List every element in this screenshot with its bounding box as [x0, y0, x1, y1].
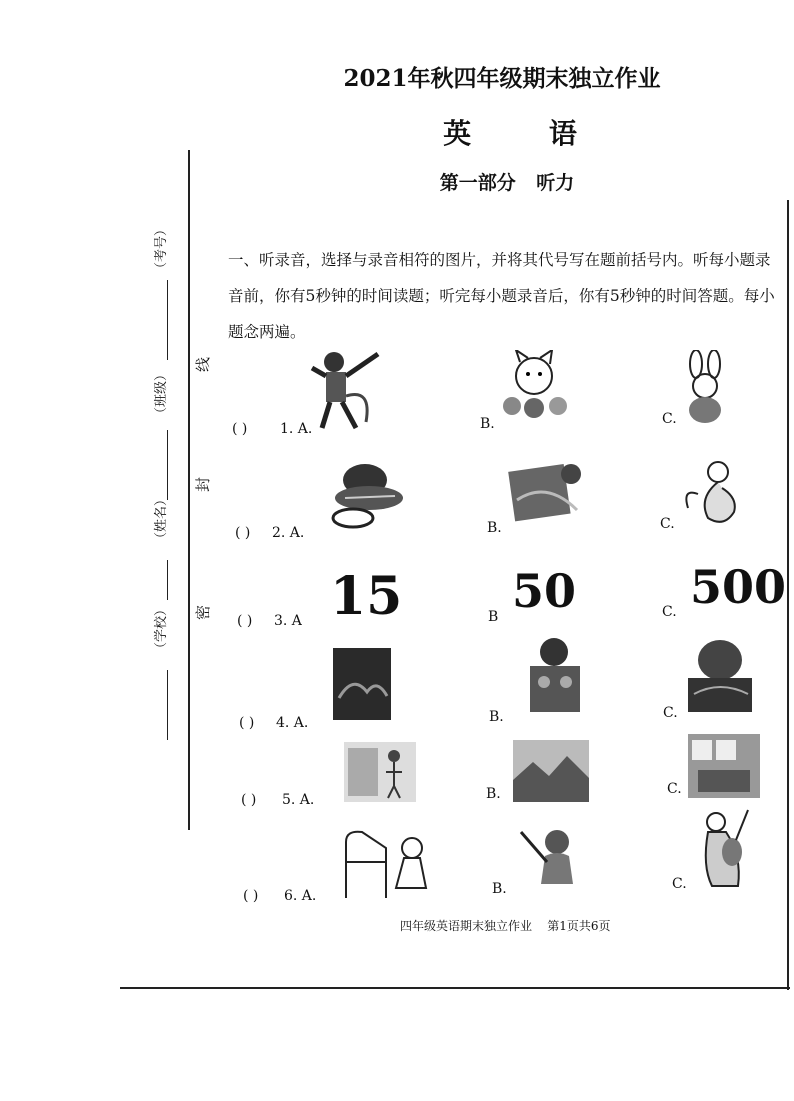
tiger-icon — [325, 458, 405, 530]
option-1b-label: B. — [480, 416, 495, 432]
question-1-label: 1. A. — [280, 421, 313, 437]
question-3-label: 3. A — [274, 613, 302, 629]
option-6c-label: C. — [672, 876, 687, 892]
answer-blank-6[interactable]: ( ) — [243, 888, 259, 904]
room-scene-icon — [688, 734, 760, 798]
seal-mi: 密 — [194, 604, 212, 620]
question-2-label: 2. A. — [272, 525, 305, 541]
page-bottom-edge — [120, 987, 790, 989]
section-instructions: 一、听录音，选择与录音相符的图片，并将其代号写在题前括号内。听每小题录音前，你有5秒钟的时间读题；听完每小题录音后，你有5秒钟的时间答题。每小题念两遍。 — [228, 251, 775, 341]
monkey-icon — [678, 458, 744, 530]
sidebar-class: （班级） — [154, 367, 169, 420]
landscape-icon — [513, 740, 589, 802]
sidebar-line-lower — [167, 560, 168, 600]
sidebar-exam-number: （考号） — [154, 222, 169, 275]
question-5-label: 5. A. — [282, 792, 315, 808]
answer-blank-3[interactable]: ( ) — [237, 613, 253, 629]
page-title: 2021年秋四年级期末独立作业 — [343, 65, 661, 92]
dragon-picture-icon — [507, 460, 587, 528]
tiger-dancing-icon — [308, 348, 383, 432]
answer-blank-5[interactable]: ( ) — [241, 792, 257, 808]
number-500: 500 — [690, 560, 787, 614]
seal-feng: 封 — [194, 476, 212, 492]
question-6-label: 6. A. — [284, 888, 317, 904]
part-title: 第一部分 听力 — [439, 172, 575, 194]
option-2c-label: C. — [660, 516, 675, 532]
option-5b-label: B. — [486, 786, 501, 802]
page-right-edge — [787, 200, 789, 990]
page-footer: 四年级英语期末独立作业 第1页共6页 — [400, 919, 611, 933]
monkey-king-icon — [517, 826, 597, 892]
option-1c-label: C. — [662, 411, 677, 427]
number-15: 15 — [330, 566, 403, 627]
option-4c-label: C. — [663, 705, 678, 721]
answer-blank-1[interactable]: ( ) — [232, 421, 248, 437]
sidebar-name: （姓名） — [154, 492, 169, 545]
people-scene-icon — [520, 636, 590, 718]
question-4-label: 4. A. — [276, 715, 309, 731]
option-5c-label: C. — [667, 781, 682, 797]
option-3c-label: C. — [662, 604, 677, 620]
seal-xian: 线 — [194, 356, 212, 372]
option-4b-label: B. — [489, 709, 504, 725]
number-50: 50 — [512, 564, 577, 618]
answer-blank-2[interactable]: ( ) — [235, 525, 251, 541]
option-2b-label: B. — [487, 520, 502, 536]
sidebar-line-bottom — [167, 670, 168, 740]
subject-title: 英 语 — [443, 117, 611, 150]
person-scene-icon — [344, 742, 416, 802]
sidebar-line-upper — [167, 280, 168, 360]
girl-pipa-icon — [692, 806, 758, 890]
option-3b-label: B — [488, 609, 499, 625]
dark-scene-icon — [684, 636, 756, 714]
cat-flowers-icon — [500, 350, 572, 420]
sidebar-line-mid — [167, 430, 168, 500]
night-scene-icon — [333, 648, 391, 720]
binding-line — [188, 150, 190, 830]
rabbit-icon — [680, 350, 730, 425]
sidebar-school: （学校） — [154, 602, 169, 655]
girl-piano-icon — [342, 828, 434, 900]
option-6b-label: B. — [492, 881, 507, 897]
answer-blank-4[interactable]: ( ) — [239, 715, 255, 731]
